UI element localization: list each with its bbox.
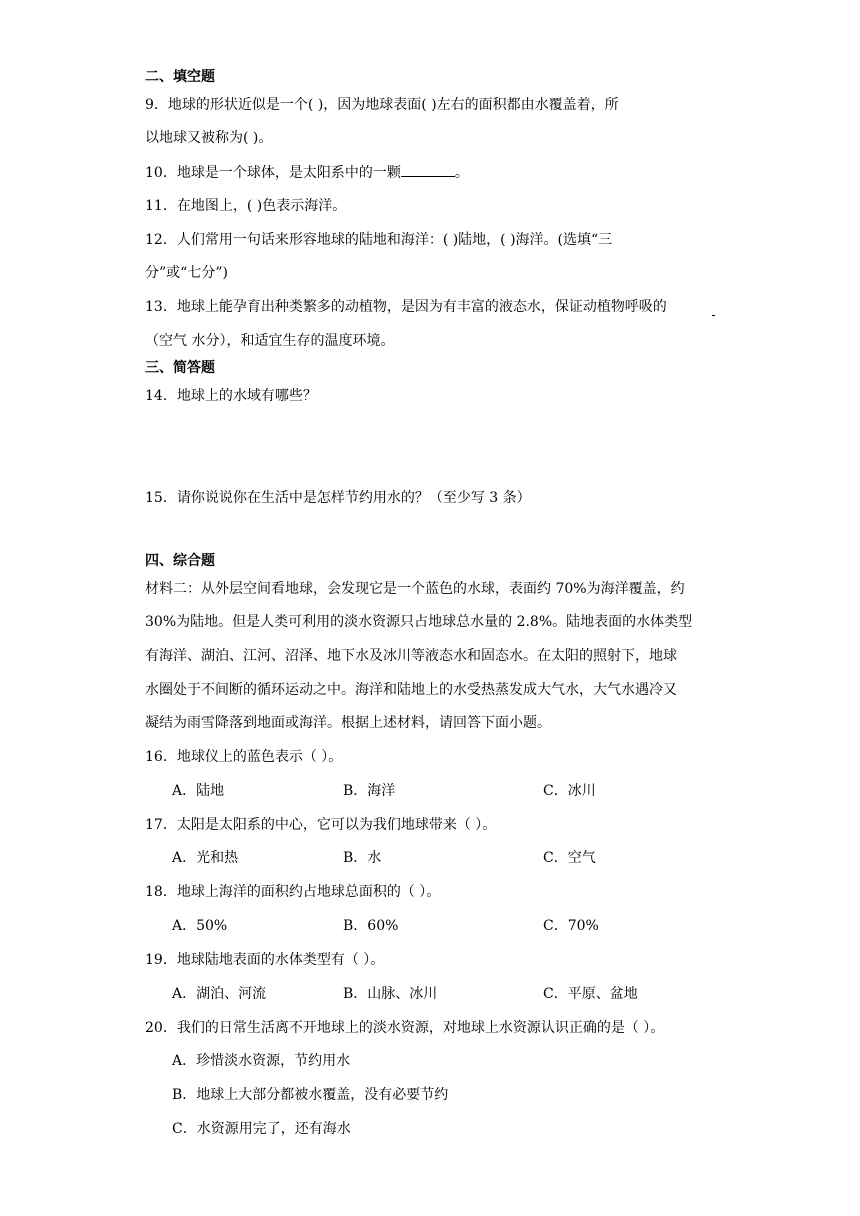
- option-b[interactable]: B．60%: [343, 918, 399, 934]
- option-c[interactable]: C．水资源用完了，还有海水: [172, 1121, 351, 1137]
- section-heading-comprehensive: 四、综合题: [145, 553, 215, 569]
- material-line: 30%为陆地。但是人类可利用的淡水资源只占地球总水量的 2.8%。陆地表面的水体类型: [145, 614, 693, 630]
- option-c[interactable]: C．70%: [543, 918, 599, 934]
- option-a[interactable]: A．光和热: [172, 850, 239, 866]
- material-line: 水圈处于不间断的循环运动之中。海洋和陆地上的水受热蒸发成大气水，大气水遇冷又: [145, 682, 677, 698]
- option-a[interactable]: A．湖泊、河流: [172, 986, 267, 1002]
- question-stem: 19．地球陆地表面的水体类型有（ ）。: [145, 952, 385, 968]
- option-c[interactable]: C．平原、盆地: [543, 986, 638, 1002]
- question-stem: 17．太阳是太阳系的中心，它可以为我们地球带来（ ）。: [145, 817, 497, 833]
- question-10: [145, 162, 469, 183]
- question-stem: 16．地球仪上的蓝色表示（ ）。: [145, 749, 343, 765]
- question-13-line-1: 13．地球上能孕育出种类繁多的动植物，是因为有丰富的液态水，保证动植物呼吸的: [145, 299, 667, 315]
- material-line: 材料二：从外层空间看地球，会发现它是一个蓝色的水球，表面约 70%为海洋覆盖，约: [145, 581, 685, 597]
- option-a[interactable]: A．50%: [172, 918, 228, 934]
- question-10-end: 。: [454, 165, 469, 181]
- option-b[interactable]: B．地球上大部分都被水覆盖，没有必要节约: [172, 1087, 449, 1103]
- question-9-line-2: 以地球又被称为( )。: [145, 130, 273, 146]
- answer-blank: [401, 162, 455, 177]
- option-b[interactable]: B．海洋: [343, 783, 396, 799]
- material-line: 凝结为雨雪降落到地面或海洋。根据上述材料，请回答下面小题。: [145, 715, 551, 731]
- question-11: 11．在地图上，( )色表示海洋。: [145, 198, 347, 214]
- question-13-line-2: （空气 水分），和适宜生存的温度环境。: [145, 333, 395, 349]
- material-line: 有海洋、湖泊、江河、沼泽、地下水及冰川等液态水和固态水。在太阳的照射下，地球: [145, 648, 677, 664]
- question-14: 14．地球上的水域有哪些？: [145, 388, 317, 404]
- option-b[interactable]: B．山脉、冰川: [343, 986, 438, 1002]
- question-12-line-2: 分”或“七分”): [145, 265, 228, 281]
- question-12-line-1: 12．人们常用一句话来形容地球的陆地和海洋：( )陆地，( )海洋。(选填“三: [145, 232, 613, 248]
- question-15: 15．请你说说你在生活中是怎样节约用水的？（至少写 3 条）: [145, 490, 531, 506]
- option-c[interactable]: C．冰川: [543, 783, 596, 799]
- section-heading-fill-in: 二、填空题: [145, 69, 215, 85]
- section-heading-short-answer: 三、简答题: [145, 360, 215, 376]
- option-a[interactable]: A．陆地: [172, 783, 225, 799]
- answer-blank: [712, 315, 715, 316]
- question-9-line-1: 9．地球的形状近似是一个( )，因为地球表面( )左右的面积都由水覆盖着，所: [145, 97, 619, 113]
- question-stem: 20．我们的日常生活离不开地球上的淡水资源，对地球上水资源认识正确的是（ ）。: [145, 1020, 665, 1036]
- question-10-text: 10．地球是一个球体，是太阳系中的一颗: [145, 165, 401, 181]
- option-c[interactable]: C．空气: [543, 850, 596, 866]
- option-b[interactable]: B．水: [343, 850, 382, 866]
- option-a[interactable]: A．珍惜淡水资源，节约用水: [172, 1053, 351, 1069]
- question-stem: 18．地球上海洋的面积约占地球总面积的（ ）。: [145, 884, 441, 900]
